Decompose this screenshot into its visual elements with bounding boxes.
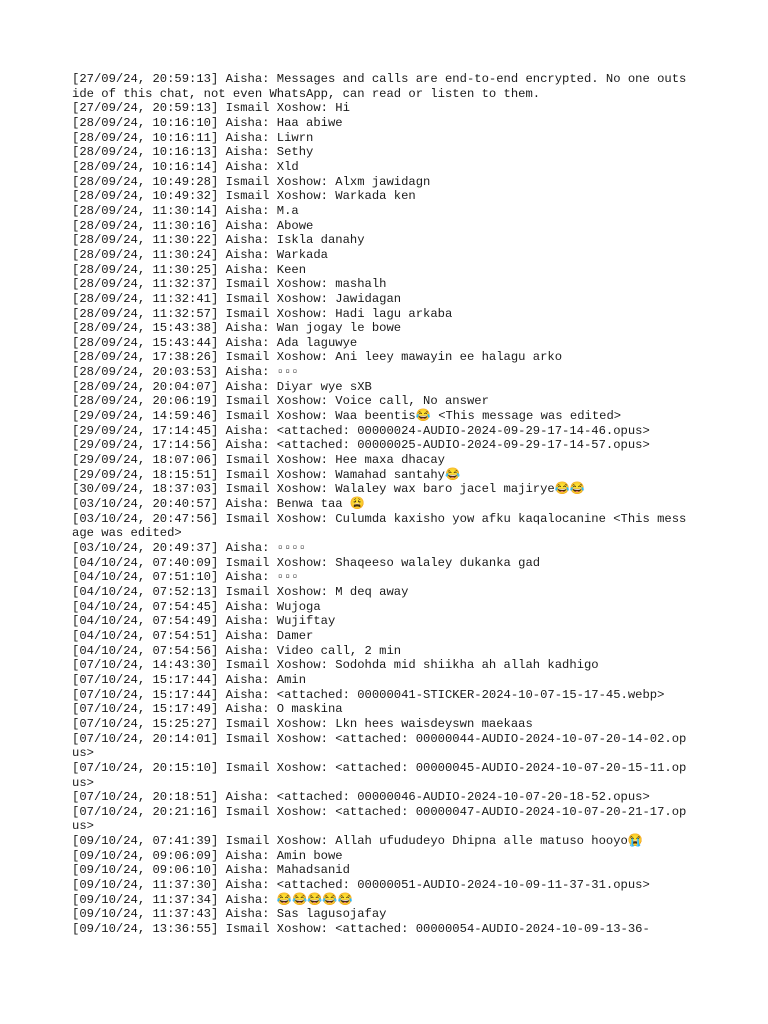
chat-message-line: [28/09/24, 10:49:32] Ismail Xoshow: Warkada ken bbox=[72, 189, 416, 204]
chat-message-line: [28/09/24, 15:43:38] Aisha: Wan jogay le bowe bbox=[72, 321, 402, 336]
chat-message-line: [29/09/24, 18:15:51] Ismail Xoshow: Wamahad santahy😂 bbox=[72, 467, 461, 482]
chat-message-line: [28/09/24, 20:06:19] Ismail Xoshow: Voice call, No answer bbox=[72, 394, 489, 409]
chat-message-line: [04/10/24, 07:54:45] Aisha: Wujoga bbox=[72, 599, 321, 614]
chat-message-line: [28/09/24, 10:16:14] Aisha: Xld bbox=[72, 159, 299, 174]
chat-message-line: [28/09/24, 11:30:16] Aisha: Abowe bbox=[72, 218, 314, 233]
chat-message-line: [28/09/24, 10:16:11] Aisha: Liwrn bbox=[72, 130, 314, 145]
chat-message-line: [09/10/24, 09:06:10] Aisha: Mahadsanid bbox=[72, 863, 350, 878]
chat-message-line: [27/09/24, 20:59:13] Ismail Xoshow: Hi bbox=[72, 101, 350, 116]
chat-message-line: [28/09/24, 11:32:37] Ismail Xoshow: mashalh bbox=[72, 277, 387, 292]
chat-message-line: [09/10/24, 13:36:55] Ismail Xoshow: <attached: 00000054-AUDIO-2024-10-09-13-36- bbox=[72, 922, 650, 937]
chat-message-line: [07/10/24, 20:18:51] Aisha: <attached: 00000046-AUDIO-2024-10-07-20-18-52.opus> bbox=[72, 790, 650, 805]
chat-message-line: [09/10/24, 11:37:34] Aisha: 😂😂😂😂😂 bbox=[72, 892, 353, 907]
chat-message-line: [03/10/24, 20:49:37] Aisha: ▫▫▫▫ bbox=[72, 541, 307, 555]
chat-message-line: [04/10/24, 07:52:13] Ismail Xoshow: M deq away bbox=[72, 584, 409, 599]
chat-message-line: [09/10/24, 11:37:43] Aisha: Sas lagusojafay bbox=[72, 907, 387, 922]
chat-message-line: [28/09/24, 11:32:57] Ismail Xoshow: Hadi lagu arkaba bbox=[72, 306, 453, 321]
chat-message-line: [04/10/24, 07:40:09] Ismail Xoshow: Shaqeeso walaley dukanka gad bbox=[72, 555, 541, 570]
chat-transcript bbox=[72, 72, 692, 937]
chat-message-line: [07/10/24, 20:15:10] Ismail Xoshow: <attached: 00000045-AUDIO-2024-10-07-20-15-11.opus> bbox=[72, 760, 687, 790]
chat-message-line: [28/09/24, 11:32:41] Ismail Xoshow: Jawidagan bbox=[72, 291, 402, 306]
chat-message-line: [28/09/24, 11:30:22] Aisha: Iskla danahy bbox=[72, 233, 365, 248]
chat-message-line: [04/10/24, 07:51:10] Aisha: ▫▫▫ bbox=[72, 570, 299, 585]
chat-message-line: [07/10/24, 15:17:44] Aisha: Amin bbox=[72, 672, 307, 687]
chat-message-line: [09/10/24, 11:37:30] Aisha: <attached: 00000051-AUDIO-2024-10-09-11-37-31.opus> bbox=[72, 878, 650, 893]
chat-message-line: [29/09/24, 18:07:06] Ismail Xoshow: Hee maxa dhacay bbox=[72, 453, 445, 468]
chat-message-line: [29/09/24, 17:14:45] Aisha: <attached: 00000024-AUDIO-2024-09-29-17-14-46.opus> bbox=[72, 423, 650, 438]
chat-message-line: [28/09/24, 20:04:07] Aisha: Diyar wye sXB bbox=[72, 379, 372, 394]
chat-message-line: [29/09/24, 14:59:46] Ismail Xoshow: Waa beentis😂 <This message was edited> bbox=[72, 409, 622, 424]
chat-message-line: [28/09/24, 10:49:28] Ismail Xoshow: Alxm jawidagn bbox=[72, 174, 431, 189]
chat-message-line: [28/09/24, 17:38:26] Ismail Xoshow: Ani leey mawayin ee halagu arko bbox=[72, 350, 563, 365]
chat-message-line: [28/09/24, 11:30:25] Aisha: Keen bbox=[72, 262, 307, 277]
chat-message-line: [07/10/24, 15:25:27] Ismail Xoshow: Lkn hees waisdeyswn maekaas bbox=[72, 716, 533, 731]
chat-message-line: [28/09/24, 11:30:24] Aisha: Warkada bbox=[72, 247, 328, 262]
chat-message-line: [07/10/24, 14:43:30] Ismail Xoshow: Sodohda mid shiikha ah allah kadhigo bbox=[72, 658, 599, 673]
chat-message-line: [04/10/24, 07:54:51] Aisha: Damer bbox=[72, 628, 314, 643]
chat-message-line: [09/10/24, 07:41:39] Ismail Xoshow: Allah ufududeyo Dhipna alle matuso hooyo😭 bbox=[72, 834, 644, 849]
chat-message-line: [04/10/24, 07:54:49] Aisha: Wujiftay bbox=[72, 614, 336, 629]
chat-message-line: [07/10/24, 15:17:44] Aisha: <attached: 00000041-STICKER-2024-10-07-15-17-45.webp> bbox=[72, 687, 665, 702]
chat-message-line: [28/09/24, 11:30:14] Aisha: M.a bbox=[72, 203, 299, 218]
chat-message-line: [30/09/24, 18:37:03] Ismail Xoshow: Walaley wax baro jacel majirye😂😂 bbox=[72, 482, 586, 497]
chat-message-line: [29/09/24, 17:14:56] Aisha: <attached: 00000025-AUDIO-2024-09-29-17-14-57.opus> bbox=[72, 438, 650, 453]
chat-message-line: [28/09/24, 10:16:10] Aisha: Haa abiwe bbox=[72, 115, 343, 130]
chat-message-line: [07/10/24, 20:21:16] Ismail Xoshow: <attached: 00000047-AUDIO-2024-10-07-20-21-17.opus> bbox=[72, 804, 687, 834]
chat-message-line: [04/10/24, 07:54:56] Aisha: Video call, 2 min bbox=[72, 643, 402, 658]
chat-message-line: [27/09/24, 20:59:13] Aisha: Messages and calls are end-to-end encrypted. No one outside of this chat, not even WhatsApp, can read or listen to them. bbox=[72, 72, 687, 101]
chat-message-line: [28/09/24, 10:16:13] Aisha: Sethy bbox=[72, 145, 314, 160]
chat-message-line: [09/10/24, 09:06:09] Aisha: Amin bowe bbox=[72, 848, 343, 863]
chat-message-line: [07/10/24, 20:14:01] Ismail Xoshow: <attached: 00000044-AUDIO-2024-10-07-20-14-02.opus> bbox=[72, 731, 687, 761]
chat-message-line: [03/10/24, 20:47:56] Ismail Xoshow: Culumda kaxisho yow afku kaqalocanine <This message was edited> bbox=[72, 511, 687, 541]
chat-message-line: [28/09/24, 15:43:44] Aisha: Ada laguwye bbox=[72, 335, 358, 350]
chat-message-line: [07/10/24, 15:17:49] Aisha: O maskina bbox=[72, 702, 343, 717]
chat-message-line: [28/09/24, 20:03:53] Aisha: ▫▫▫ bbox=[72, 365, 299, 380]
chat-message-line: [03/10/24, 20:40:57] Aisha: Benwa taa 😩 bbox=[72, 497, 366, 512]
